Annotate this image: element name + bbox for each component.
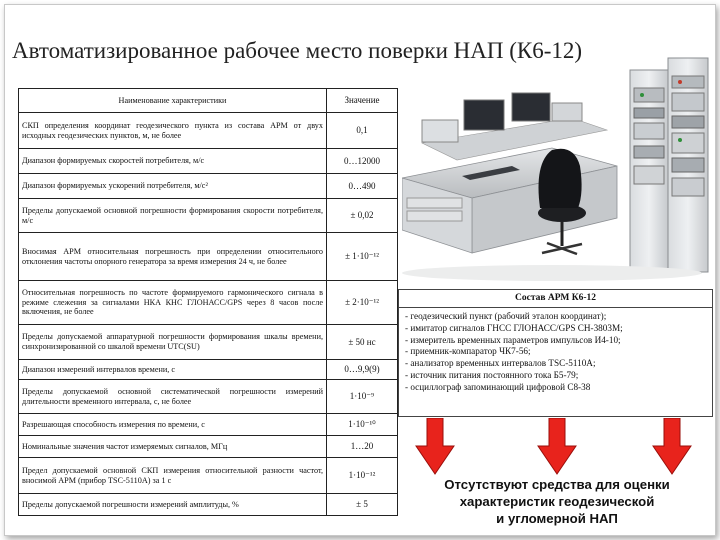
table-row [19, 360, 398, 380]
row-value: ± 5 [327, 494, 398, 516]
list-item: - геодезический пункт (рабочий эталон координат); [405, 311, 607, 321]
conclusion-line: характеристик геодезической [459, 494, 655, 510]
down-arrow-icon [653, 418, 691, 474]
monitor [464, 100, 504, 130]
row-name: Вносимая АРМ относительная погрешность при определении относительного отклонения частоты опорного генератора за время измерения 24 ч, не более [19, 233, 327, 281]
row-name: Пределы допускаемой основной погрешности формирования скорости потребителя, м/с [19, 199, 327, 233]
row-name: Пределы допускаемой основной систематической погрешности измерений длительности временного интервала, с, не более [19, 380, 327, 414]
list-item: - имитатор сигналов ГНСС ГЛОНАСС/GPS СН-3803М; [405, 322, 623, 333]
table-row [19, 113, 398, 149]
monitor [512, 93, 550, 121]
list-item: - источник питания постоянного тока Б5-79; [405, 369, 579, 380]
table-row [19, 414, 398, 436]
row-value: 0,1 [327, 113, 398, 149]
row-value: 1…20 [327, 436, 398, 458]
row-value: 0…490 [327, 174, 398, 199]
slide-title: Автоматизированное рабочее место поверки НАП (К6-12) [12, 38, 583, 63]
table-row [19, 149, 398, 174]
instrument [422, 120, 458, 142]
list-item: - измеритель временных параметров импульсов И4-10; [405, 334, 621, 345]
desk-drawer [407, 198, 462, 208]
row-name: СКП определения координат геодезического пункта из состава АРМ от двух исходных геодезических пунктов, м, не более [19, 113, 327, 149]
characteristics-table [18, 88, 398, 516]
table-row [19, 281, 398, 325]
row-name: Диапазон формируемых ускорений потребителя, м/с² [19, 174, 327, 199]
table-header-row [19, 89, 398, 113]
table-row [19, 174, 398, 199]
table-row [19, 199, 398, 233]
composition-title: Состав АРМ К6-12 [399, 290, 712, 308]
conclusion-text [400, 476, 714, 527]
down-arrow-icon [538, 418, 576, 474]
list-item: - осциллограф запоминающий цифровой С8-38 [405, 381, 591, 392]
row-value: 0…12000 [327, 149, 398, 174]
row-value: 0…9,9(9) [327, 360, 398, 380]
down-arrow-icon [416, 418, 454, 474]
row-name: Предел допускаемой основной СКП измерения относительной разности частот, вносимой АРМ (прибор TSC-5110A) за 1 с [19, 458, 327, 494]
table-row [19, 325, 398, 360]
row-value: 1·10⁻¹² [327, 458, 398, 494]
row-name: Диапазон формируемых скоростей потребителя, м/с [19, 149, 327, 174]
row-name: Разрешающая способность измерения по времени, с [19, 414, 327, 436]
row-name: Номинальные значения частот измеряемых сигналов, МГц [19, 436, 327, 458]
table-row [19, 233, 398, 281]
composition-list [399, 308, 712, 396]
conclusion-line: Отсутствуют средства для оценки [444, 477, 670, 492]
row-value: 1·10⁻¹⁰ [327, 414, 398, 436]
row-value: ± 50 нс [327, 325, 398, 360]
row-name: Относительная погрешность по частоте формируемого гармонического сигнала в режиме слежения за сигналами НКА КНС ГЛОНАСС/GPS через 8 часов после включения, не более [19, 281, 327, 325]
table-row [19, 380, 398, 414]
header-name: Наименование характеристики [19, 89, 327, 113]
list-item: - приемник-компаратор ЧК7-56; [405, 346, 531, 357]
table-row [19, 494, 398, 516]
row-name: Пределы допускаемой аппаратурной погрешности формирования шкалы времени, синхронизированной со шкалой времени UTC(SU) [19, 325, 327, 360]
desk-drawer [407, 211, 462, 221]
row-value: 1·10⁻⁹ [327, 380, 398, 414]
row-value: ± 1·10⁻¹² [327, 233, 398, 281]
arrows-group [398, 418, 713, 478]
list-item: - анализатор временных интервалов TSC-5110A; [405, 358, 596, 369]
row-value: ± 0,02 [327, 199, 398, 233]
instrument [552, 103, 582, 121]
row-name: Диапазон измерений интервалов времени, с [19, 360, 327, 380]
header-value: Значение [327, 89, 398, 113]
conclusion-line: и угломерной НАП [496, 511, 618, 527]
table-row [19, 436, 398, 458]
row-name: Пределы допускаемой погрешности измерений амплитуды, % [19, 494, 327, 516]
equipment-photo [402, 48, 710, 286]
composition-box [398, 289, 713, 417]
table-row [19, 458, 398, 494]
row-value: ± 2·10⁻¹² [327, 281, 398, 325]
